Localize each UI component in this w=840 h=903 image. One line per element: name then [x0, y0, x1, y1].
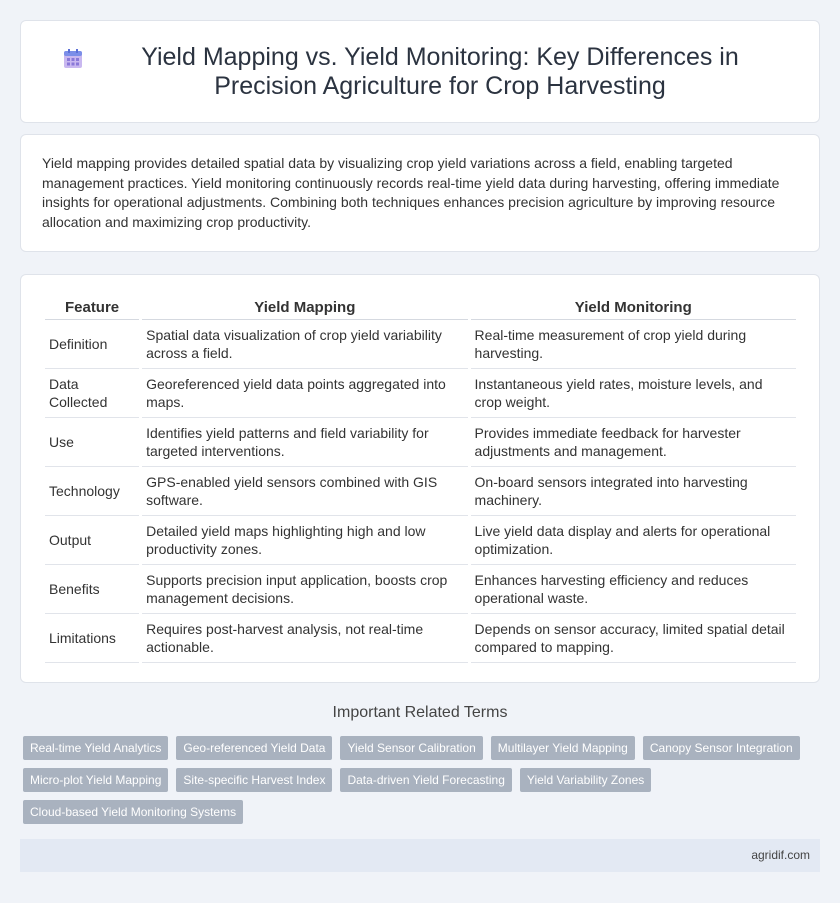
- related-term-tag[interactable]: Yield Variability Zones: [520, 768, 651, 792]
- monitoring-cell: Live yield data display and alerts for operational optimization.: [471, 516, 796, 565]
- related-term-tag[interactable]: Yield Sensor Calibration: [340, 736, 482, 760]
- mapping-cell: Georeferenced yield data points aggregated into maps.: [142, 369, 467, 418]
- page-title: Yield Mapping vs. Yield Monitoring: Key Differences in Precision Agriculture for Crop Harvesting: [141, 42, 739, 100]
- mapping-cell: Supports precision input application, boosts crop management decisions.: [142, 565, 467, 614]
- monitoring-cell: Provides immediate feedback for harvester adjustments and management.: [471, 418, 796, 467]
- related-terms-heading: Important Related Terms: [332, 704, 508, 721]
- intro-card: [20, 134, 820, 252]
- feature-cell: Technology: [45, 467, 139, 516]
- monitoring-cell: Real-time measurement of crop yield during harvesting.: [471, 320, 796, 369]
- related-term-tag[interactable]: Data-driven Yield Forecasting: [340, 768, 511, 792]
- mapping-cell: Detailed yield maps highlighting high and low productivity zones.: [142, 516, 467, 565]
- related-term-tag[interactable]: Multilayer Yield Mapping: [491, 736, 635, 760]
- footer-site-link[interactable]: agridif.com: [751, 848, 810, 862]
- monitoring-cell: On-board sensors integrated into harvesting machinery.: [471, 467, 796, 516]
- table-row: [45, 565, 796, 614]
- related-term-tag[interactable]: Cloud-based Yield Monitoring Systems: [23, 800, 243, 824]
- feature-cell: Use: [45, 418, 139, 467]
- related-term-tag[interactable]: Micro-plot Yield Mapping: [23, 768, 168, 792]
- feature-cell: Data Collected: [45, 369, 139, 418]
- feature-cell: Benefits: [45, 565, 139, 614]
- feature-cell: Definition: [45, 320, 139, 369]
- title-card: [20, 20, 820, 123]
- header-yield-monitoring: Yield Monitoring: [471, 295, 796, 320]
- table-row: [45, 418, 796, 467]
- comparison-table-card: [20, 274, 820, 683]
- feature-cell: Limitations: [45, 614, 139, 663]
- mapping-cell: GPS-enabled yield sensors combined with GIS software.: [142, 467, 467, 516]
- monitoring-cell: Enhances harvesting efficiency and reduces operational waste.: [471, 565, 796, 614]
- header-yield-mapping: Yield Mapping: [142, 295, 467, 320]
- intro-paragraph: Yield mapping provides detailed spatial data by visualizing crop yield variations across a field, enabling targeted management practices. Yield monitoring continuously records real-time yield data during harvesting, offering immediate insights for operational adjustments. Combining both techniques enhances precision agriculture by improving resource allocation and maximizing crop productivity.: [42, 155, 780, 230]
- comparison-table: [42, 295, 799, 663]
- related-term-tag[interactable]: Site-specific Harvest Index: [176, 768, 332, 792]
- monitoring-cell: Depends on sensor accuracy, limited spatial detail compared to mapping.: [471, 614, 796, 663]
- related-term-tag[interactable]: Canopy Sensor Integration: [643, 736, 800, 760]
- related-term-tag[interactable]: Real-time Yield Analytics: [23, 736, 168, 760]
- header-feature: Feature: [45, 295, 139, 320]
- footer-bar: [20, 839, 820, 872]
- table-header-row: [45, 295, 796, 320]
- related-terms-list: [23, 736, 813, 824]
- table-row: [45, 516, 796, 565]
- monitoring-cell: Instantaneous yield rates, moisture levels, and crop weight.: [471, 369, 796, 418]
- table-row: [45, 320, 796, 369]
- table-row: [45, 614, 796, 663]
- feature-cell: Output: [45, 516, 139, 565]
- mapping-cell: Requires post-harvest analysis, not real-time actionable.: [142, 614, 467, 663]
- related-term-tag[interactable]: Geo-referenced Yield Data: [176, 736, 332, 760]
- mapping-cell: Spatial data visualization of crop yield variability across a field.: [142, 320, 467, 369]
- table-row: [45, 467, 796, 516]
- mapping-cell: Identifies yield patterns and field variability for targeted interventions.: [142, 418, 467, 467]
- table-row: [45, 369, 796, 418]
